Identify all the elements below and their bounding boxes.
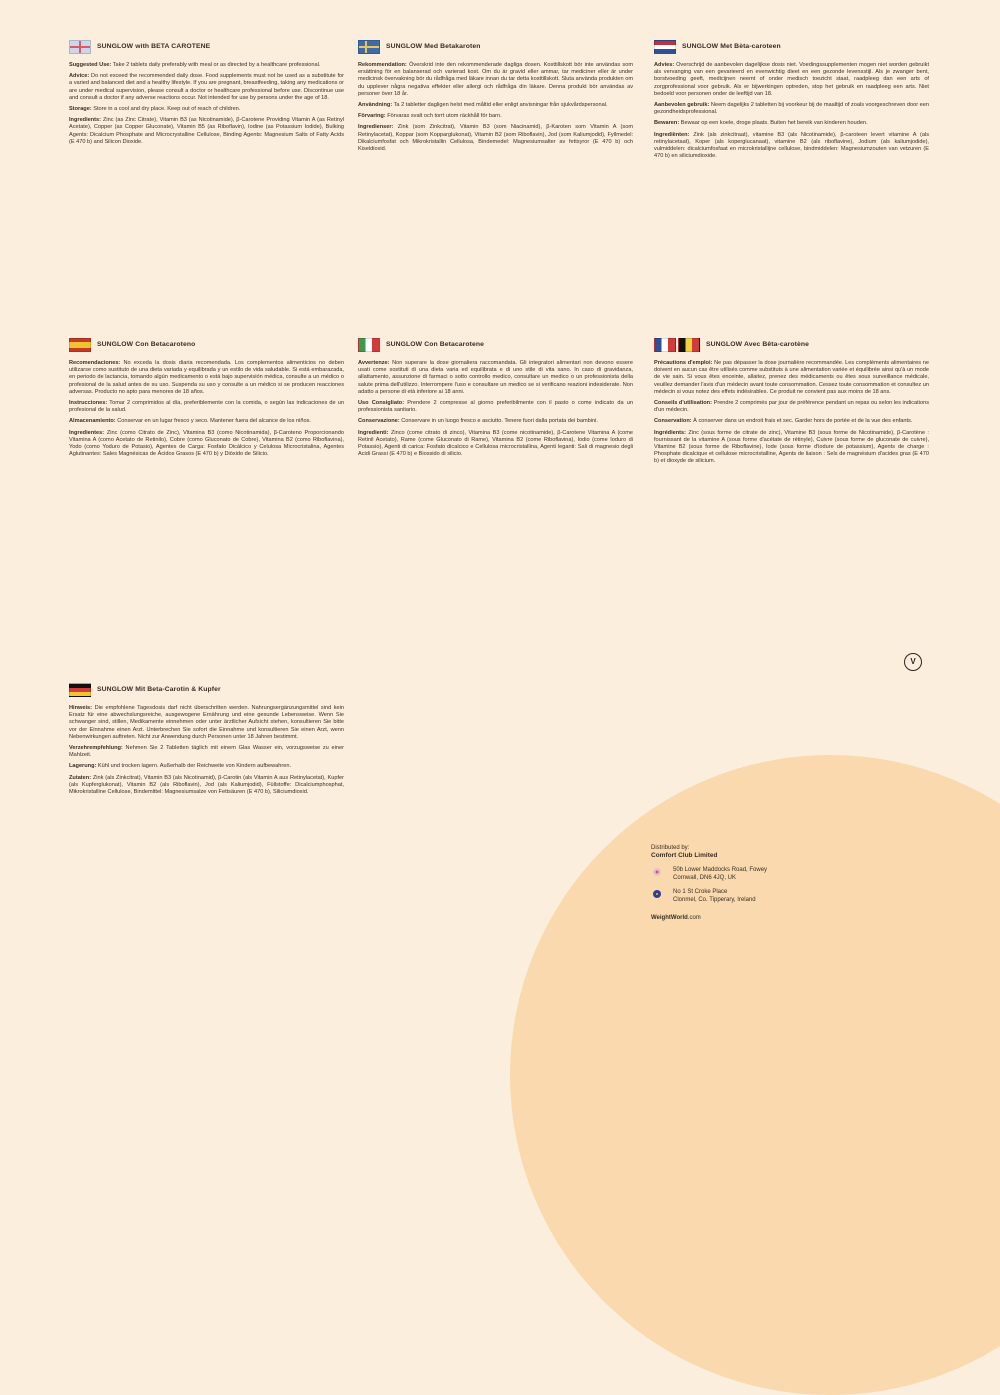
paragraph: Zutaten: Zink (als Zinkcitrat), Vitamin B3 (als Nicotinamid), β-Carotin (als Vitamin A aus Retinylacetat), Kupfer (als Kupferglukonat), Vitamin B2 (als Riboflavin), Jod (als Kaliumjodid), Füllstoffe: Dicalciumphosphat, Mikrokristalline Cellulose, Bindemittel: Magnesiumsalze von Fettsäuren (E 470 b), Siliciumdioxid. bbox=[69, 774, 344, 796]
france-flag-icon bbox=[654, 338, 676, 352]
paragraph: Avvertenze: Non superare la dose giornaliera raccomandata. Gli integratori alimentari non devono essere usati come sostituti di una dieta varia ed equilibrata e di uno stile di vita sano. In caso di gravidanza, allattamento, assunzione di farmaci o sotto controllo medico, consultare un medico o un professionista della salute prima dell'utilizzo. Interrompere l'uso e consultare un medico se si verificano reazioni indesiderate. Non adatto a persone di età inferiore ai 18 anni. bbox=[358, 360, 633, 395]
distributor-block bbox=[651, 844, 881, 922]
website-link[interactable] bbox=[651, 914, 881, 922]
uk-address bbox=[651, 866, 881, 882]
paragraph: Ingredienti: Zinco (come citrato di zinco), Vitamina B3 (come nicotinamide), β-Carotene Vitamina A (come Retinil Acetato), Rame (come Gluconato di Rame), Vitamina B2 (come Riboflavina), Iodio (come Ioduro di Potassio), Agenti di carica: Fosfato dicalcico e Cellulosa microcristallina, Agenti leganti: Sali di magnesio degli Acidi Grassi (E 470 b) e Biossido di silicio. bbox=[358, 429, 633, 458]
paragraph: Bewaren: Bewaar op een koele, droge plaats. Buiten het bereik van kinderen houden. bbox=[654, 120, 868, 127]
paragraph: Almacenamiento: Conservar en un lugar fresco y seco. Mantener fuera del alcance de los niños. bbox=[69, 418, 311, 425]
panel-title: SUNGLOW Avec Bêta-carotène bbox=[706, 341, 809, 349]
paragraph: Ingredients: Zinc (as Zinc Citrate), Vitamin B3 (as Nicotinamide), β-Carotene Providing Vitamin A (as Retinyl Acetate), Copper (as Copper Gluconate), Vitamin B5 (as Riboflavin), Iodine (as Potassium Iodide), Bulking Agents: Dicalcium Phosphate and Microcrystalline Cellulose, Binding Agents: Magnesium Salts of Fatty Acids (E 470 b) and Silicon Dioxide. bbox=[69, 117, 344, 145]
uk-round-flag-icon bbox=[653, 868, 661, 876]
panel-title: SUNGLOW Con Betacarotene bbox=[386, 341, 484, 349]
paragraph: Conservazione: Conservare in un luogo fresco e asciutto. Tenere fuori dalla portata dei bambini. bbox=[358, 418, 598, 425]
paragraph: Instrucciones: Tomar 2 comprimidos al día, preferiblemente con la comida, o según las indicaciones de un profesional de la salud. bbox=[69, 400, 345, 414]
germany-flag-icon bbox=[69, 683, 91, 697]
panel-header bbox=[69, 338, 344, 352]
vegan-logo-icon: V bbox=[904, 653, 922, 671]
panel-title: SUNGLOW Con Betacaroteno bbox=[97, 341, 196, 349]
panel-title: SUNGLOW Med Betakaroten bbox=[386, 43, 481, 51]
paragraph: Précautions d'emploi: Ne pas dépasser la dose journalière recommandée. Les compléments alimentaires ne doivent en aucun cas être utilisés comme substituts à une alimentation variée et équilibrée ainsi qu'à un mode de vie sain. Si vous êtes enceinte, allaitez, prenez des médicaments ou êtes sous surveillance médicale, veuillez demander l'avis d'un médecin avant toute consommation. Cessez toute consommation et consultez un médecin si vous notez des effets indésirables. Ce produit ne convient pas aux moins de 18 ans. bbox=[654, 360, 929, 395]
italy-flag-icon bbox=[358, 338, 380, 352]
company-name: Comfort Club Limited bbox=[651, 852, 718, 859]
uk-flag-icon bbox=[69, 40, 91, 54]
paragraph: Lagerung: Kühl und trocken lagern. Außerhalb der Reichweite von Kindern aufbewahren. bbox=[69, 763, 292, 770]
belgium-flag-icon bbox=[678, 338, 700, 352]
netherlands-flag-icon bbox=[654, 40, 676, 54]
paragraph: Användning: Ta 2 tabletter dagligen helst med måltid eller enligt anvisningar från sjukvårdspersonal. bbox=[358, 102, 608, 109]
panel-german bbox=[69, 683, 344, 800]
panel-header bbox=[69, 40, 344, 54]
panel-french bbox=[654, 338, 929, 470]
distributor-label: Distributed by: bbox=[651, 845, 690, 851]
panel-spanish bbox=[69, 338, 344, 462]
paragraph: Förvaring: Förvaras svalt och torrt utom räckhåll för barn. bbox=[358, 113, 502, 120]
paragraph: Recomendaciones: No exceda la dosis diaria recomendada. Los complementos alimenticios no deben utilizarse como sustituto de una dieta variada y equilibrada y un estilo de vida saludable. Si está embarazada, en periodo de lactancia, tomando algún medicamento o está bajo supervisión médica, consulte a un médico o profesional de la salud antes de su uso. Suspenda su uso y consulte a un médico si se producen reacciones adversas. Producto no apto para menores de 18 años. bbox=[69, 360, 344, 395]
paragraph: Advice: Do not exceed the recommended daily dose. Food supplements must not be used as a substitute for a varied and balanced diet and a healthy lifestyle. If you are pregnant, breastfeeding, taking any medications or are under medical supervision, please consult a doctor or healthcare professional before use. Discontinue use and consult a doctor if any adverse reactions occur. Not intended for use by persons under the age of 18. bbox=[69, 73, 344, 101]
paragraph: Conservation: À conserver dans un endroit frais et sec. Garder hors de portée et de la vue des enfants. bbox=[654, 418, 913, 425]
address-line: Clonmel, Co. Tipperary, Ireland bbox=[673, 897, 756, 903]
eu-address bbox=[651, 888, 881, 904]
paragraph: Ingrédients: Zinc (sous forme de citrate de zinc), Vitamine B3 (sous forme de Nicotinamide), β-Carotène : fournissant de la vitamine A (sous forme d'acétate de rétinyle), Cuivre (sous forme de gluconate de cuivre), Vitamine B2 (sous forme de Riboflavine), Iode (sous forme d'iodure de potassium), Agents de charge : Phosphate dicalcique et cellulose microcristalline, Agents de liaison : Sels de magnésium d'acides gras (E 470 b) et dioxyde de silicium. bbox=[654, 429, 929, 465]
address-line: 50b Lower Maddocks Road, Fowey bbox=[673, 867, 768, 873]
spain-flag-icon bbox=[69, 338, 91, 352]
address-line: No 1 St Croke Place bbox=[673, 889, 728, 895]
address-line: Cornwall, DN6 4JQ, UK bbox=[673, 875, 737, 881]
website-name: WeightWorld bbox=[651, 915, 688, 921]
paragraph: Ingredientes: Zinc (como Citrato de Zinc), Vitamina B3 (como Nicotinamida), β-Caroteno Proporcionando Vitamina A (como Acetato de Retinilo), Cobre (como Gluconato de Cobre), Vitamina B2 (como Riboflavina), Yodo (como Yoduro de Potasio), Agentes de Carga: Fosfato Dicálcico y Celulosa Microcristalina, Agentes Aglutinantes: Sales Magnésicas de Ácidos Grasos (E 470 b) y Dióxido de Silicio. bbox=[69, 429, 344, 458]
paragraph: Hinweis: Die empfohlene Tagesdosis darf nicht überschritten werden. Nahrungsergänzungsmittel sind kein Ersatz für eine abwechslungsreiche, ausgewogene Ernährung und eine gesunde Lebensweise. Wenn Sie schwanger sind, stillen, Medikamente einnehmen oder unter ärztlicher Aufsicht stehen, konsultieren Sie bitte vor der Einnahme einen Arzt. Unterbrechen Sie sofort die Einnahme und konsultieren Sie einen Arzt, wenn Nebenwirkungen auftreten. Nicht zur Anwendung durch Personen unter 18 Jahren bestimmt. bbox=[69, 705, 344, 740]
paragraph: Advies: Overschrijd de aanbevolen dagelijkse dosis niet. Voedingssupplementen mogen niet worden gebruikt als vervanging van een gevarieerd en evenwichtig dieet en een gezonde levensstijl. Als je zwanger bent, borstvoeding geeft, medicijnen neemt of onder medisch toezicht staat, raadpleeg dan een arts of zorgprofessional voor gebruik. Als er bijwerkingen optreden, stop het gebruik en raadpleeg een arts. Niet bedoeld voor personen onder de leeftijd van 18. bbox=[654, 62, 930, 97]
eu-round-flag-icon bbox=[653, 890, 661, 898]
paragraph: Suggested Use: Take 2 tablets daily preferably with meal or as directed by a healthcare professional. bbox=[69, 62, 321, 68]
website-tld: .com bbox=[687, 915, 701, 921]
paragraph: Ingredienser: Zink (som Zinkcitrat), Vitamin B3 (som Niacinamid), β-Karoten som Vitamin A (som Retinylacetat), Koppar (som Kopparglukonat), Vitamin B2 (som Riboflavin), Jod (som Kaliumjodid), Fyllmedel: Dikalciumfosfat och Mikrokristallin Cellulosa, Bindemedel: Magnesiumsalter av fettsyror (E 470 b) och Kiseldioxid. bbox=[358, 124, 633, 153]
paragraph: Conseils d'utilisation: Prendre 2 comprimés par jour de préférence pendant un repas ou selon les indications d'un médecin. bbox=[654, 400, 929, 414]
panel-header bbox=[654, 338, 929, 352]
sweden-flag-icon bbox=[358, 40, 380, 54]
paragraph: Verzehrempfehlung: Nehmen Sie 2 Tabletten täglich mit einem Glas Wasser ein, vorzugsweise zu einer Mahlzeit. bbox=[69, 745, 344, 759]
panel-header bbox=[358, 338, 633, 352]
panel-title: SUNGLOW with BETA CAROTENE bbox=[97, 43, 211, 51]
panel-english bbox=[69, 40, 344, 150]
paragraph: Ingrediënten: Zink (als zinkcitraat), vitamine B3 (als Nicotinamide), β-caroteen levert vitamine A (als retinylacetaat), Koper (als koperglucanaat), vitamine B2 (als riboflavine), Jodium (als kaliumjodide), vulmiddelen: dicalciumfosfaat en microkristallijne cellulose, bindmiddelen: Magnesiumzouten van vetzuren (E 470 b) en siliciumdioxide. bbox=[654, 131, 929, 160]
panel-dutch bbox=[654, 40, 929, 164]
paragraph: Storage: Store in a cool and dry place. Keep out of reach of children. bbox=[69, 106, 241, 113]
panel-header bbox=[654, 40, 929, 54]
panel-italian bbox=[358, 338, 633, 462]
paragraph: Aanbevolen gebruik: Neem dagelijks 2 tabletten bij voorkeur bij de maaltijd of zoals voorgeschreven door een gezondheidsprofessional. bbox=[654, 102, 930, 116]
panel-swedish bbox=[358, 40, 633, 157]
panel-header bbox=[69, 683, 344, 697]
panel-header bbox=[358, 40, 633, 54]
paragraph: Uso Consigliato: Prendere 2 compresse al giorno preferibilmente con il pasto o come indicato da un professionista sanitario. bbox=[358, 400, 633, 414]
panel-title: SUNGLOW Mit Beta-Carotin & Kupfer bbox=[97, 686, 221, 694]
panel-title: SUNGLOW Met Bèta-caroteen bbox=[682, 43, 781, 51]
paragraph: Rekommendation: Överskrid inte den rekommenderade dagliga dosen. Kosttillskott bör inte användas som ersättning för en balanserad och varierad kost. Om du är gravid eller ammar, tar mediciner eller är under medicinsk övervakning bör du rådfråga med läkare innan du tar detta kosttillskott. Sluta använda produkten om du upplever några negativa effekter eller allergi och rådfråga din läkare. Denna produkt bör användas av personer över 18 år. bbox=[358, 62, 633, 97]
